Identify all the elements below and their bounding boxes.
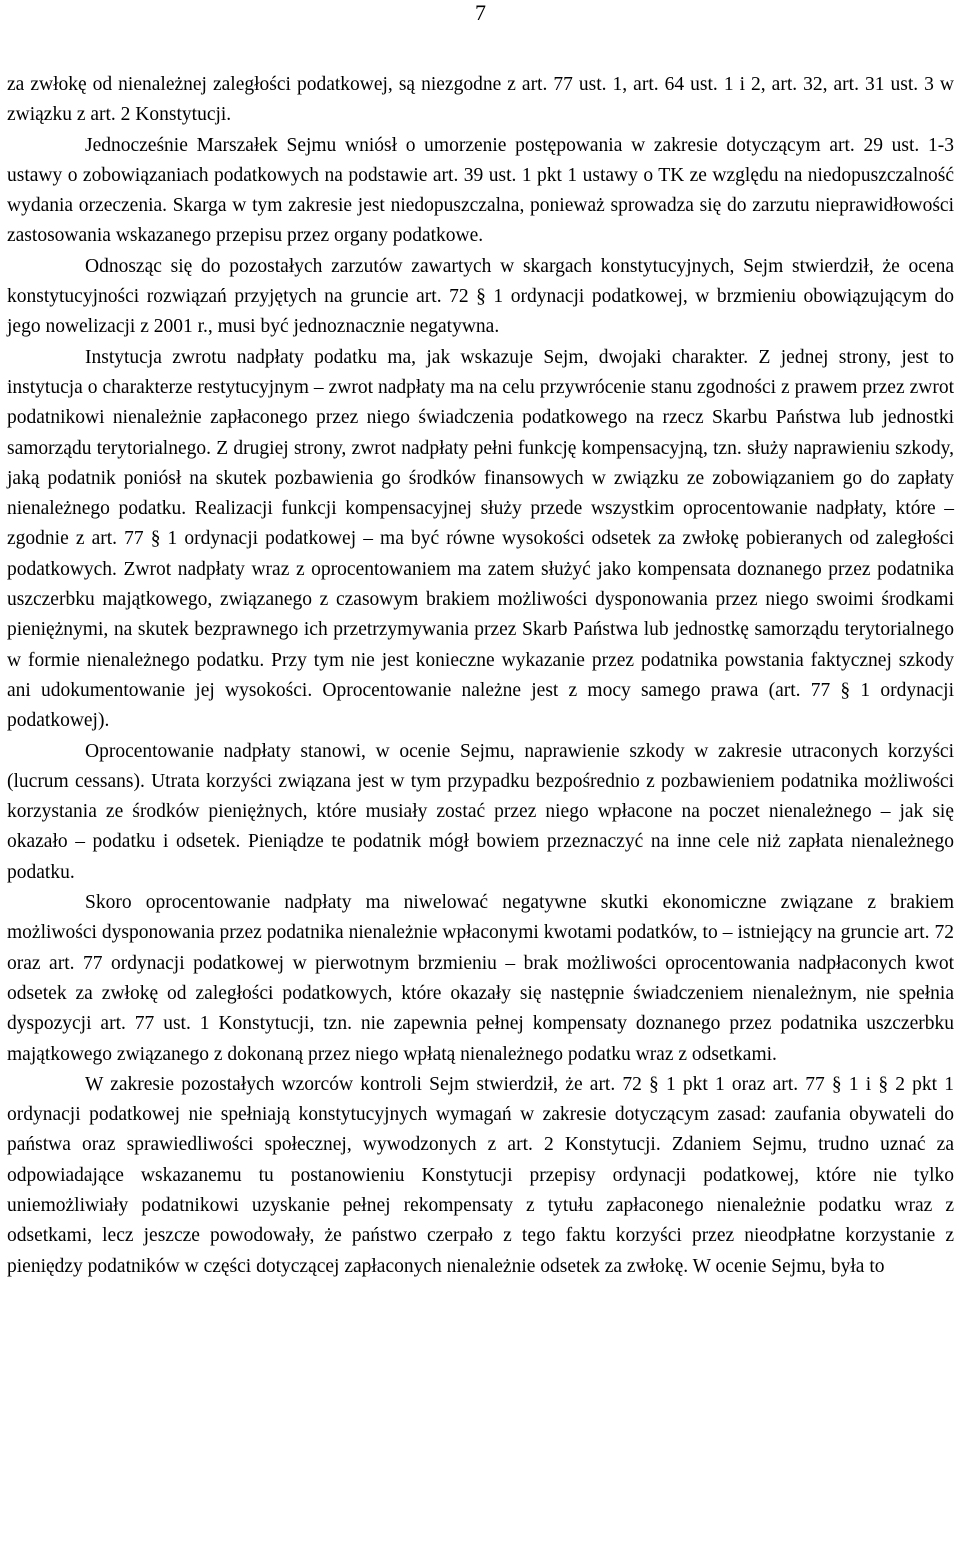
paragraph: W zakresie pozostałych wzorców kontroli Sejm stwierdził, że art. 72 § 1 pkt 1 oraz art. 77 § 1 i § 2 pkt 1 ordynacji podatkowej nie spełniają konstytucyjnych wymagań w zakresie dotyczącym zasad: zaufania obywateli do państwa oraz sprawiedliwości społecznej, wywodzonych z art. 2 Konstytucji. Zdaniem Sejmu, trudno uznać za odpowiadające wskazanemu tu postanowieniu Konstytucji przepisy ordynacji podatkowej, które nie tylko uniemożliwiały podatnikowi uzyskanie pełnej rekompensaty z tytułu zapłaconego nienależnie podatku wraz z odsetkami, lecz jeszcze powodowały, że państwo czerpało z tego faktu korzyści przez nieodpłatne korzystanie z pieniędzy podatników w części dotyczącej zapłaconych nienależnie odsetek za zwłokę. W ocenie Sejmu, była to bbox=[7, 1073, 954, 1277]
paragraph: Instytucja zwrotu nadpłaty podatku ma, jak wskazuje Sejm, dwojaki charakter. Z jednej strony, jest to instytucja o charakterze restytucyjnym – zwrot nadpłaty ma na celu przywrócenie stanu zgodności z prawem przez zwrot podatnikowi nienależnie zapłaconego przez niego świadczenia podatkowego na rzecz Skarbu Państwa lub jednostki samorządu terytorialnego. Z drugiej strony, zwrot nadpłaty pełni funkcję kompensacyjną, tzn. służy naprawieniu szkody, jaką podatnik poniósł na skutek pozbawienia go środków finansowych w związku ze zobowiązaniem go do zapłaty nienależnego podatku. Realizacji funkcji kompensacyjnej służy przede wszystkim oprocentowanie nadpłaty, które – zgodnie z art. 77 § 1 ordynacji podatkowej – ma być równe wysokości odsetek za zwłokę pobieranych od zaległości podatkowych. Zwrot nadpłaty wraz z oprocentowaniem ma zatem służyć jako kompensata doznanego przez podatnika uszczerbku majątkowego, związanego z czasowym brakiem możliwości dysponowania przez niego swoimi środkami pieniężnymi, na skutek bezprawnego ich przetrzymywania przez Skarb Państwa lub jednostkę samorządu terytorialnego w formie nienależnego podatku. Przy tym nie jest konieczne wykazanie przez podatnika powstania faktycznej szkody ani udokumentowanie jej wysokości. Oprocentowanie należne jest z mocy samego prawa (art. 77 § 1 ordynacji podatkowej). bbox=[7, 346, 954, 732]
paragraph: Jednocześnie Marszałek Sejmu wniósł o umorzenie postępowania w zakresie dotyczącym art. 29 ust. 1-3 ustawy o zobowiązaniach podatkowych na podstawie art. 39 ust. 1 pkt 1 ustawy o TK ze względu na niedopuszczalność wydania orzeczenia. Skarga w tym zakresie jest niedopuszczalna, ponieważ sprowadza się do zarzutu nieprawidłowości zastosowania wskazanego przepisu przez organy podatkowe. bbox=[7, 134, 954, 247]
page-number: 7 bbox=[475, 0, 486, 25]
paragraph: za zwłokę od nienależnej zaległości podatkowej, są niezgodne z art. 77 ust. 1, art. 64 ust. 1 i 2, art. 32, art. 31 ust. 3 w związku z art. 2 Konstytucji. bbox=[7, 74, 954, 126]
paragraph: Odnosząc się do pozostałych zarzutów zawartych w skargach konstytucyjnych, Sejm stwierdził, że ocena konstytucyjności rozwiązań przyjętych na gruncie art. 72 § 1 ordynacji podatkowej, w brzmieniu obowiązującym do jego nowelizacji z 2001 r., musi być jednoznacznie negatywna. bbox=[7, 255, 954, 338]
document-body bbox=[7, 70, 954, 1282]
paragraph: Oprocentowanie nadpłaty stanowi, w ocenie Sejmu, naprawienie szkody w zakresie utraconych korzyści (lucrum cessans). Utrata korzyści związana jest w tym przypadku bezpośrednio z pozbawieniem podatnika możliwości korzystania ze środków pieniężnych, które musiały zostać przez niego wpłacone na poczet nienależnego – jak się okazało – podatku i odsetek. Pieniądze te podatnik mógł bowiem przeznaczyć na inne cele niż zapłata nienależnego podatku. bbox=[7, 740, 954, 883]
paragraph: Skoro oprocentowanie nadpłaty ma niwelować negatywne skutki ekonomiczne związane z brakiem możliwości dysponowania przez podatnika nienależnie wpłaconymi kwotami podatków, to – istniejący na gruncie art. 72 oraz art. 77 ordynacji podatkowej w pierwotnym brzmieniu – brak możliwości oprocentowania nadpłaconych kwot odsetek za zwłokę od zaległości podatkowych, które okazały się następnie świadczeniem nienależnym, nie spełnia dyspozycji art. 77 ust. 1 Konstytucji, tzn. nie zapewnia pełnej kompensaty doznanego przez podatnika uszczerbku majątkowego związanego z dokonaną przez niego wpłatą nienależnego podatku wraz z odsetkami. bbox=[7, 892, 954, 1065]
